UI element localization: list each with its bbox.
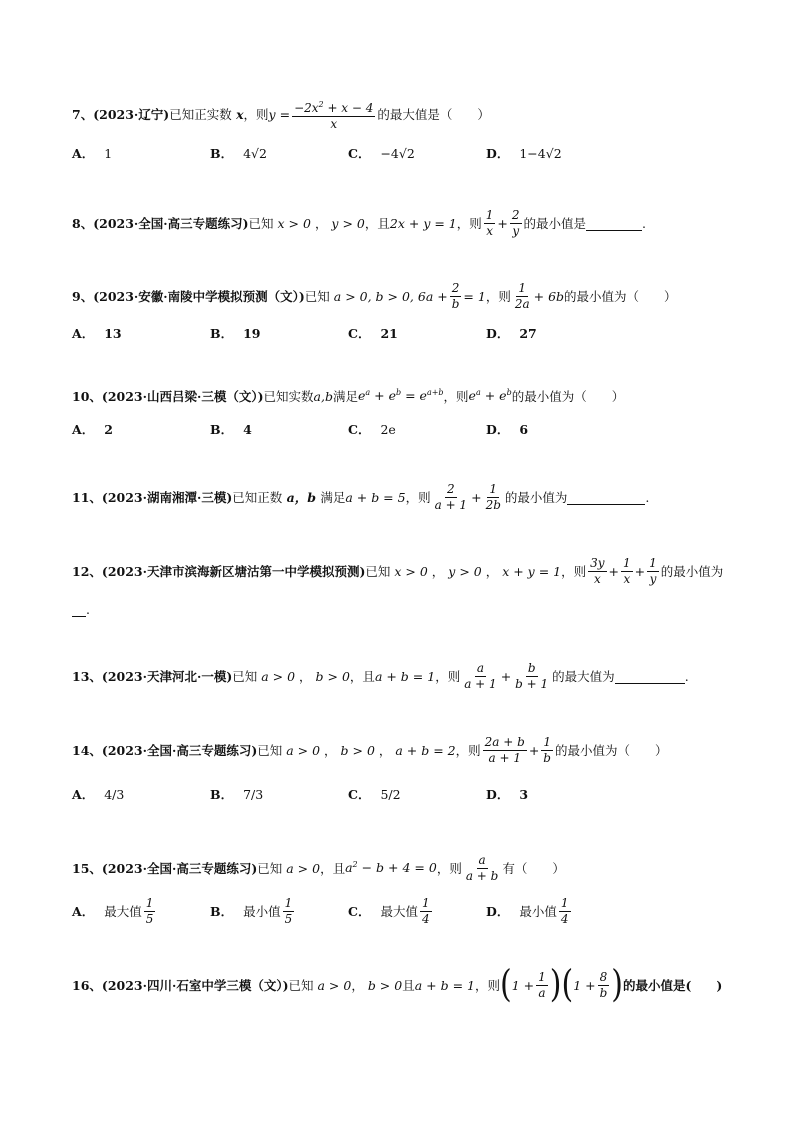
option-b[interactable]: B． 最小值 $\frac{1}{5}$ [210,895,293,926]
options-14 [72,776,754,812]
option-b[interactable]: B． 4√2 [210,145,267,161]
question-10: 10 、 (2023·山西吕梁·三模（文）) 已知实数 a,b 满足 $e^a + e^b = e^{a+b}$ ，则 $e^a + e^b$ 的最小值为（ ） [72,388,625,404]
option-a[interactable]: A． 最大值 $\frac{1}{5}$ [72,895,154,926]
question-source: (2023·辽宁) [93,107,170,122]
question-12-blank-line: . [72,598,754,620]
answer-blank[interactable] [567,490,645,505]
question-9: 9 、 (2023·安徽·南陵中学模拟预测（文）) 已知 a > 0, b > 0, 6a + $\frac{2}{b}$ = 1 ，则 $\frac{1}{2a}$ + 6b 的最小值为（ ） [72,280,677,311]
question-16: 16 、 (2023·四川·石室中学三模（文）) 已知 a > 0 ， b > 0 且 a + b = 1 ，则 ( 1 + $\frac{1}{a}$ ) ( 1 + $\frac{8}{b}$ ) 的最小值是( ) [72,962,723,1007]
option-a[interactable]: A． 13 [72,325,122,341]
question-number: 7 [72,106,81,122]
answer-blank[interactable] [615,669,685,684]
fraction: $\frac{-2x^2 + x - 4}{x}$ [292,97,375,132]
option-a[interactable]: A． 4/3 [72,786,125,802]
option-a[interactable]: A． 1 [72,145,113,161]
answer-blank[interactable] [586,216,642,231]
options-9 [72,315,754,351]
options-7 [72,135,754,171]
options-15 [72,893,754,929]
options-10 [72,411,754,447]
question-8: 8 、 (2023·全国·高三专题练习) 已知 x > 0 ， y > 0 ，且 2x + y = 1 ，则 $\frac{1}{x}$ + $\frac{2}{y}$ 的最小值是 . [72,207,647,238]
option-c[interactable]: C． −4√2 [348,145,415,161]
option-d[interactable]: D． 1−4√2 [486,145,562,161]
question-11: 11 、 (2023·湖南湘潭·三模) 已知正数 a，b 满足 a + b = 5 ，则 $\frac{2}{a + 1}$ + $\frac{1}{2b}$ 的最小值为 . [72,481,650,512]
option-b[interactable]: B． 7/3 [210,786,264,802]
option-c[interactable]: C． 21 [348,325,398,341]
option-b[interactable]: B． 19 [210,325,261,341]
question-14: 14 、 (2023·全国·高三专题练习) 已知 a > 0 ， b > 0 ， a + b = 2 ，则 $\frac{2a + b}{a + 1}$ + $\frac{1}{b}$ 的最小值为（ ） [72,734,668,765]
question-12: 12 、 (2023·天津市滨海新区塘沽第一中学模拟预测) 已知 x > 0 ， y > 0 ， x + y = 1 ，则 $\frac{3y}{x}$ + $\frac{1}{x}$ + $\frac{1}{y}$ 的最小值为 [72,555,724,586]
option-d[interactable]: D． 6 [486,421,529,437]
question-13: 13 、 (2023·天津河北·一模) 已知 a > 0 ， b > 0 ，且 a + b = 1 ，则 $\frac{a}{a + 1}$ + $\frac{b}{b + 1}$ 的最大值为 . [72,660,689,691]
option-d[interactable]: D． 3 [486,786,529,802]
option-c[interactable]: C． 2e [348,421,396,437]
question-15: 15 、 (2023·全国·高三专题练习) 已知 a > 0 ，且 $a^2 - b + 4 = 0$ ，则 $\frac{a}{a + b}$ 有（ ） [72,852,565,883]
option-a[interactable]: A． 2 [72,421,113,437]
option-c[interactable]: C． 5/2 [348,786,401,802]
option-d[interactable]: D． 最小值 $\frac{1}{4}$ [486,895,569,926]
option-d[interactable]: D． 27 [486,325,537,341]
option-b[interactable]: B． 4 [210,421,252,437]
option-c[interactable]: C． 最大值 $\frac{1}{4}$ [348,895,430,926]
question-7: 7 、 (2023·辽宁) 已知正实数 x ，则 y = $\frac{-2x^2 + x - 4}{x}$ 的最大值是（ ） [72,98,754,130]
answer-blank[interactable] [72,602,86,617]
